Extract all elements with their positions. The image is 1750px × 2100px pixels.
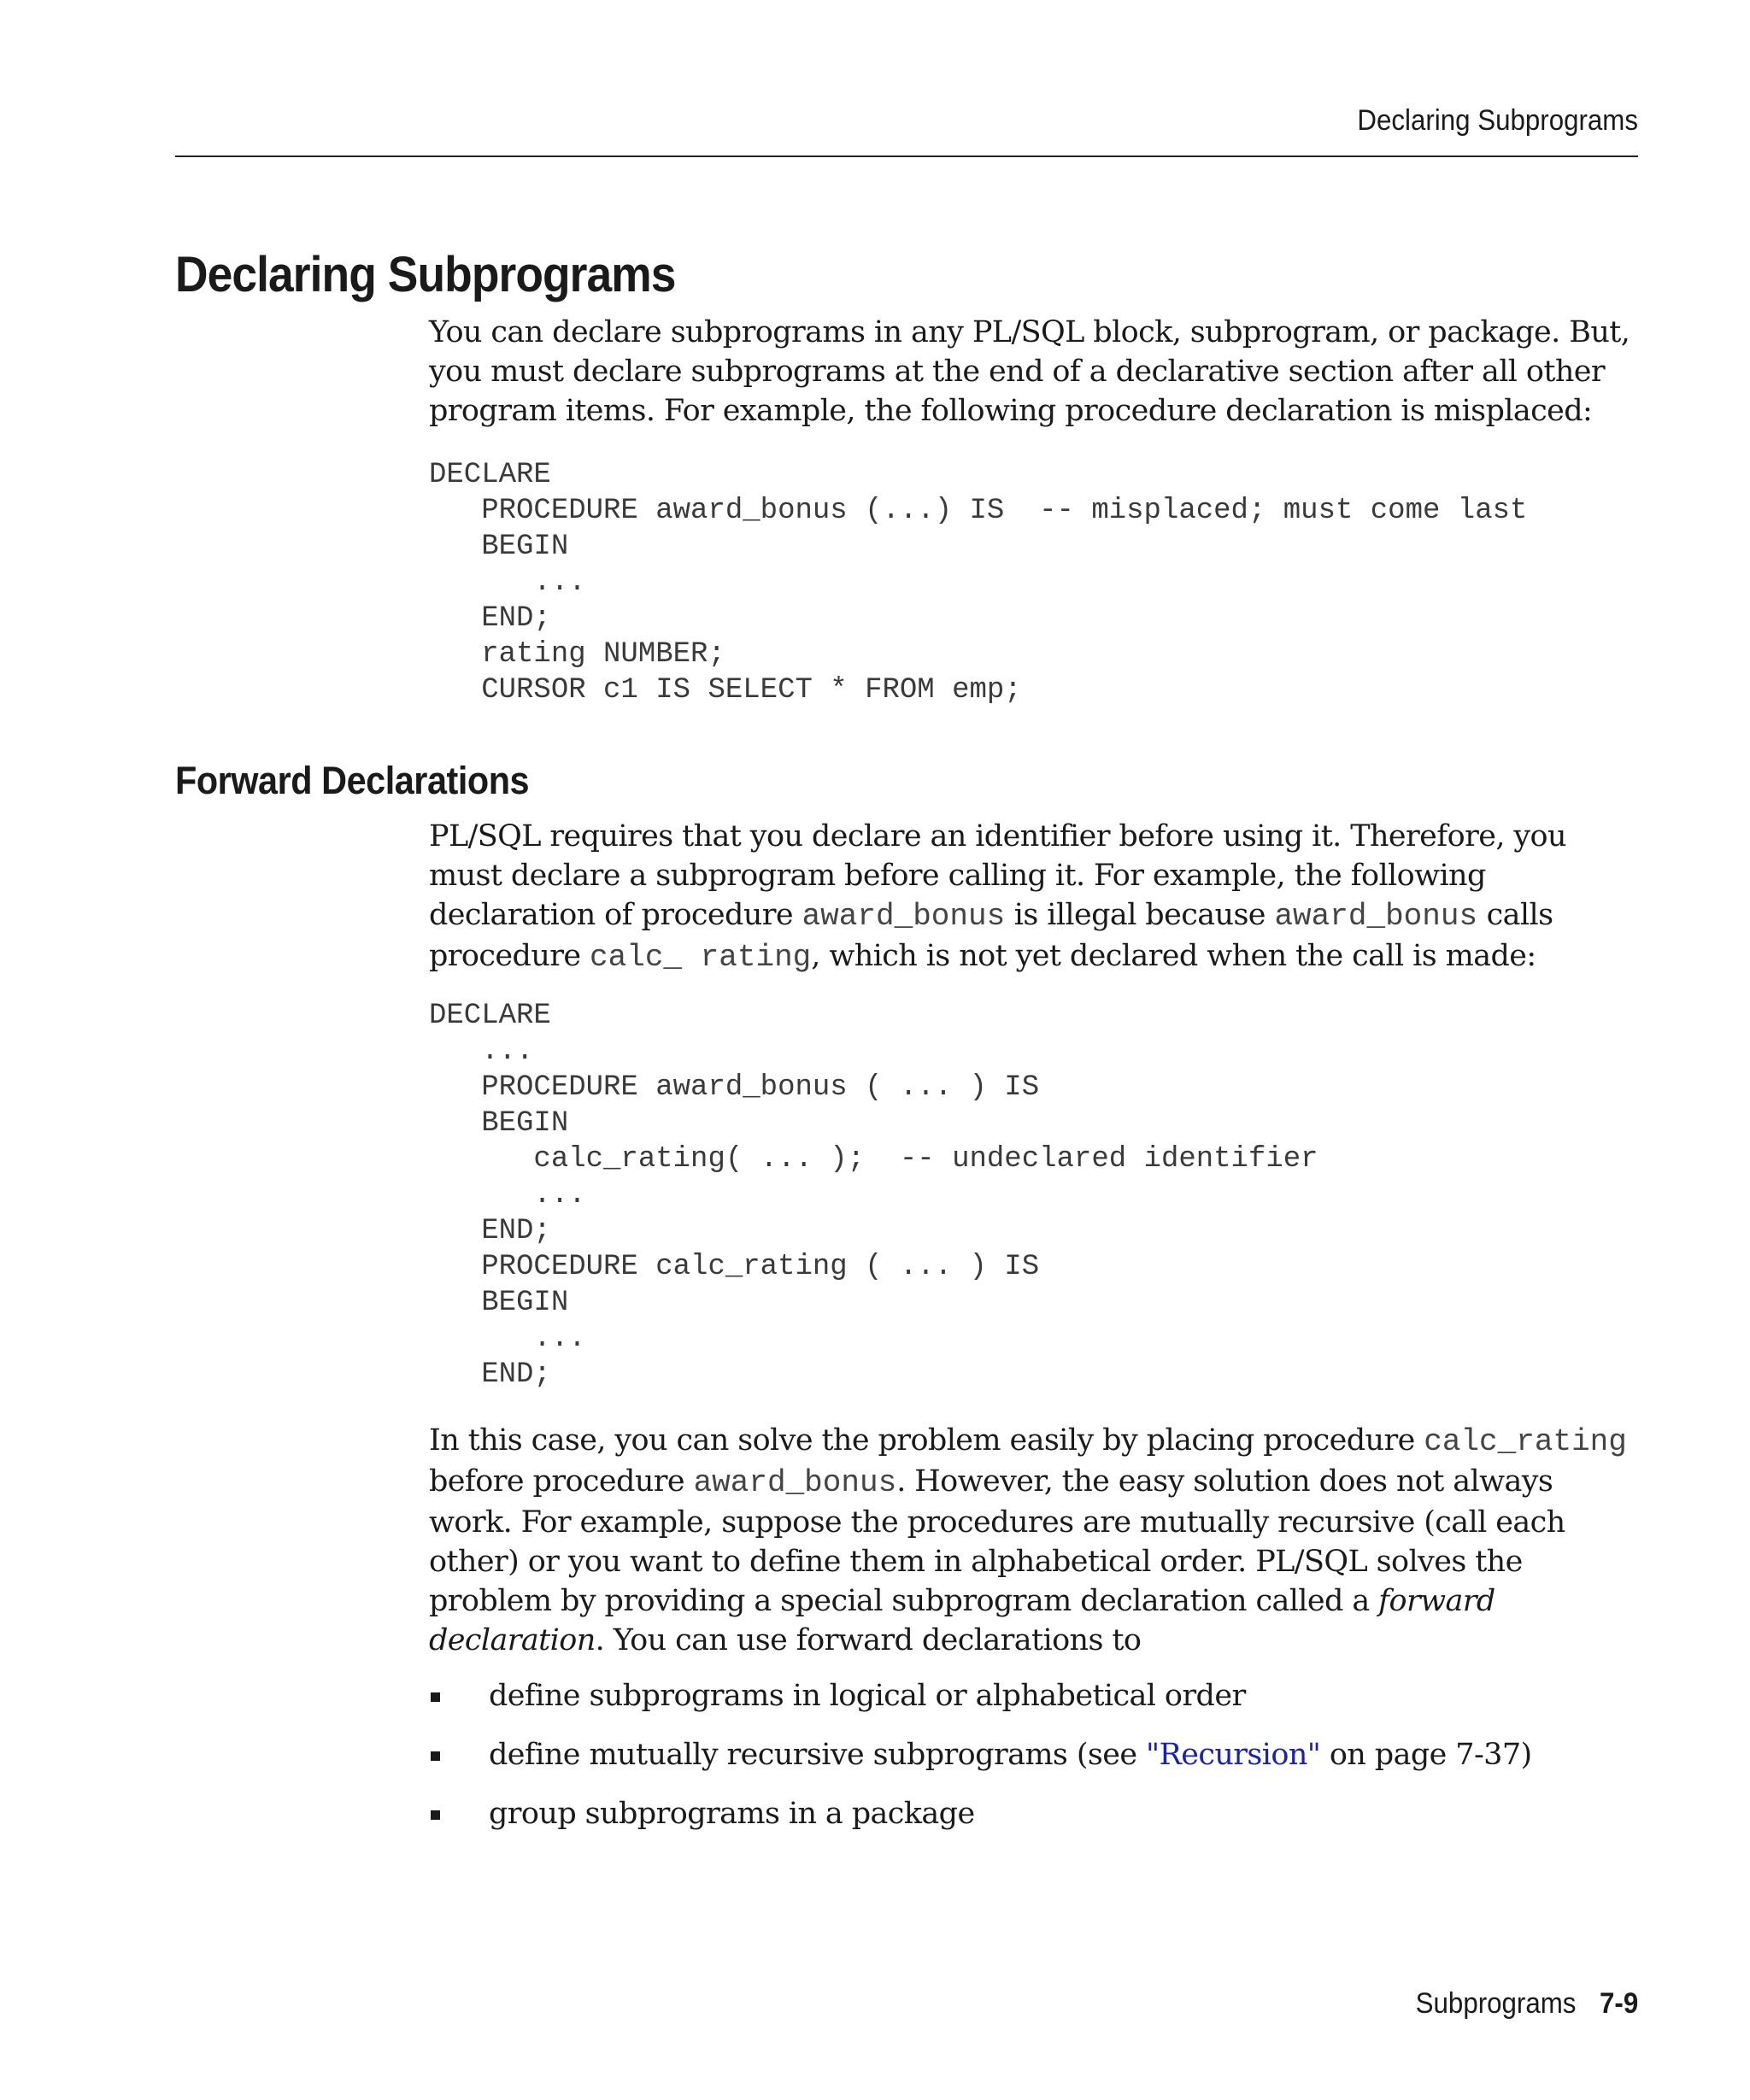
recursion-link[interactable]: "Recursion" [1145,1738,1321,1772]
intro-paragraph: You can declare subprograms in any PL/SQL block, subprogram, or package. But, you must declare subprograms at the end of a declarative section after all other program items. For example, the following procedure declaration is misplaced: [429,315,1630,428]
square-bullet-icon [431,1692,440,1702]
page-footer [1415,1987,1638,2021]
inline-code: calc_ rating [590,940,812,975]
list-item-text: group subprograms in a package [489,1797,975,1831]
inline-code: award_bonus [693,1465,897,1500]
list-item [429,1735,1532,1774]
inline-code: calc_rating [1424,1424,1627,1459]
running-head: Declaring Subprograms [1357,104,1638,137]
text-run: calls procedure [429,898,1553,973]
inline-code: award_bonus [1274,899,1478,934]
text-run: . However, the easy solution does not always work. For example, suppose the procedures are mutually recursive (call each other) or you want to define them in alphabetical order. PL/SQL solves the problem by providing a special subprogram declaration called a [429,1464,1565,1618]
page-number: 7-9 [1599,1987,1638,2020]
header-rule [175,155,1638,157]
list-item-text: define mutually recursive subprograms (see [489,1738,1146,1772]
footer-chapter: Subprograms [1415,1987,1577,2020]
code-example-undeclared: DECLARE ... PROCEDURE award_bonus ( ... ) IS BEGIN calc_rating( ... ); -- undeclared identifier ... END; PROCEDURE calc_rating ( ... ) IS BEGIN ... END; [429,1000,1318,1391]
list-item-text: define subprograms in logical or alphabetical order [489,1679,1246,1713]
text-run: , which is not yet declared when the call is made: [811,939,1536,973]
bullet-list [429,1676,1532,1853]
text-run: PL/SQL requires that you declare an identifier before using it. Therefore, you must declare a subprogram before calling it. For example, the following declaration of procedure [429,819,1566,932]
list-item [429,1676,1532,1716]
emphasis-term: forward declaration [429,1584,1495,1657]
inline-code: award_bonus [802,899,1006,934]
text-run: . You can use forward declarations to [595,1623,1142,1657]
square-bullet-icon [431,1810,440,1820]
list-item [429,1794,1532,1833]
list-item-text: on page 7-37) [1320,1738,1532,1772]
forward-paragraph-1 [429,817,1642,977]
code-example-misplaced: DECLARE PROCEDURE award_bonus (...) IS -- misplaced; must come last BEGIN ... END; rating NUMBER; CURSOR c1 IS SELECT * FROM emp; [429,459,1528,707]
text-run: before procedure [429,1464,694,1499]
text-run: In this case, you can solve the problem easily by placing procedure [429,1423,1424,1458]
text-run: is illegal because [1005,898,1275,932]
section-title: Declaring Subprograms [175,247,676,302]
forward-paragraph-2 [429,1421,1642,1660]
subsection-title: Forward Declarations [175,759,530,802]
square-bullet-icon [431,1751,440,1761]
